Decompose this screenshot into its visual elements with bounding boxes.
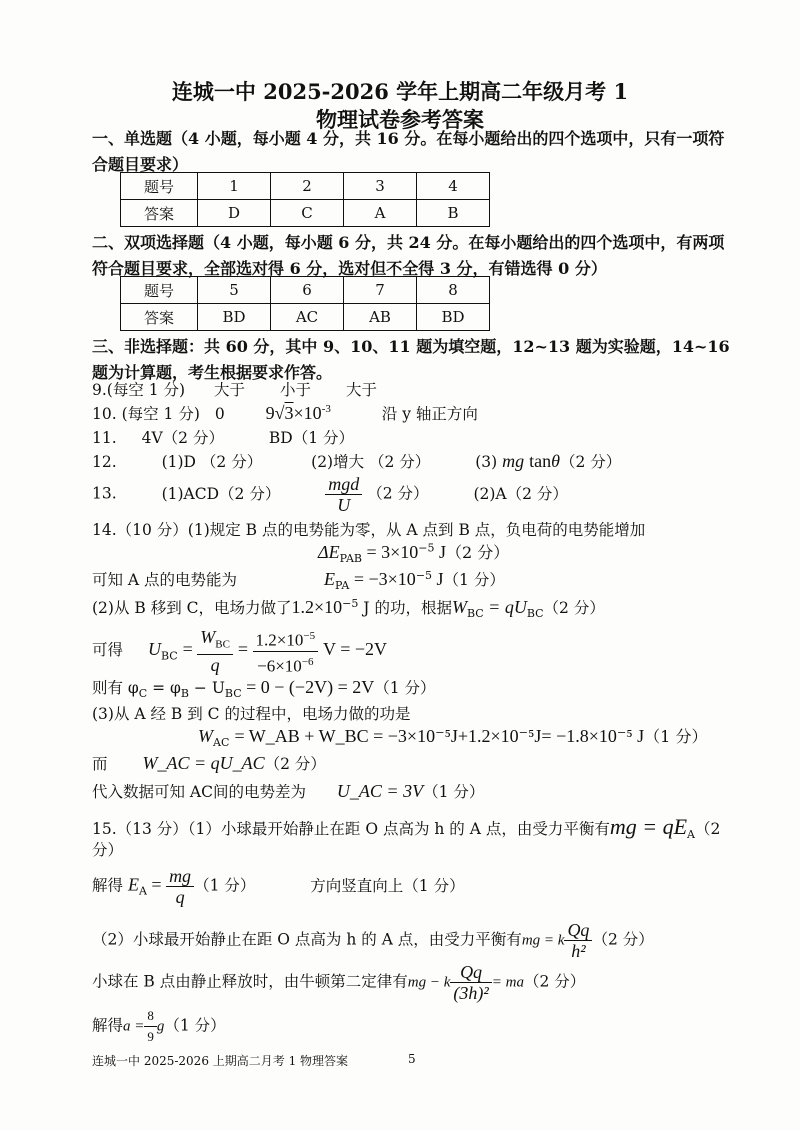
q9-answer-1: 大于 (214, 381, 246, 399)
table-cell: 1 (198, 173, 271, 200)
table-row-label: 题号 (121, 277, 198, 304)
table-row-label: 题号 (121, 173, 198, 200)
footer-text: 连城一中 2025-2026 上期高二月考 1 物理答案 (92, 1054, 349, 1068)
table-cell: A (344, 200, 417, 227)
q14-line7: $W_{AC}$ = W_AB + W_BC = −3×10⁻⁵J+1.2×10⁻⁵J= −1.8×10⁻⁵ J（1 分） (198, 726, 708, 750)
q10-label: 10. (每空 1 分) (92, 405, 200, 423)
q15-line5: 解得a = $\frac{8}{9}$ g（1 分） (92, 1008, 226, 1044)
q10-row (92, 402, 478, 424)
q9-label: 9.(每空 1 分) (92, 381, 186, 399)
table-row-label: 答案 (121, 200, 198, 227)
section2-heading: 二、双项选择题（4 小题，每小题 6 分，共 24 分。在每小题给出的四个选项中，有两项符合题目要求，全部选对得 6 分，选对但不全得 3 分，有错选得 0 分） (92, 233, 725, 278)
q14-line4: 可得 $U_{BC}$ = $\frac{W_{BC}}{q}$ = $\frac{1.2\times 10^{-5}}{-6\times 10^{-6}}$ V = −2V (92, 626, 388, 676)
q14-line3: (2)从 B 移到 C，电场力做了$1.2\times 10^{-5}$ J 的功，根据$W_{BC} = qU_{BC}(2$ 分） (92, 596, 605, 621)
table-cell: AC (271, 304, 344, 331)
q15-line1: 15.（13 分）（1）小球最开始静止在距 O 点高为 h 的 A 点，由受力平衡有mg = $qE_A(2$ (92, 814, 721, 842)
q13-answer-1: (1)ACD（2 分） (161, 484, 281, 503)
q14-eq1: $\Delta E_{PAB} = 3\times 10^{-5}$ J（2 分） (318, 541, 510, 566)
table-cell: 2 (271, 173, 344, 200)
q13-row (92, 474, 568, 515)
q12-answer-2: (2)增大 （2 分） (311, 453, 431, 471)
table-row-label: 答案 (121, 304, 198, 331)
q14-line8: 而 W_AC = qU_AC（2 分） (92, 753, 326, 773)
q14-line2: 可知 A 点的电势能为 $E_{PA} = -3\times 10^{-5}$ J（1 分） (92, 568, 505, 593)
q10-answer-1: 0 (214, 405, 225, 423)
answer-table-1 (120, 172, 490, 227)
table-cell: B (417, 200, 490, 227)
table-cell: 4 (417, 173, 490, 200)
answer-table-2 (120, 276, 490, 331)
q14-line1: 14.（10 分）(1)规定 B 点的电势能为零，从 A 点到 B 点，负电荷的电势能增加 (92, 521, 646, 539)
q10-answer-3: 沿 y 轴正方向 (381, 405, 478, 423)
table-cell: 5 (198, 277, 271, 304)
q15-line2: 解得 $E_A$ = $\frac{mg}{q}$ （1 分） 方向竖直向上（1 分） (92, 866, 465, 907)
q15-line1-cont: 分） (92, 841, 124, 859)
table-cell: 3 (344, 173, 417, 200)
q11-answer-1: 4V（2 分） (141, 429, 224, 447)
q12-answer-3: (3) mg tanθ（2 分） (475, 451, 622, 471)
table-cell: AB (344, 304, 417, 331)
q14-line9: 代入数据可知 AC间的电势差为 U_AC = 3V（1 分） (92, 781, 485, 801)
table-cell: D (198, 200, 271, 227)
page-number: 5 (408, 1052, 416, 1066)
q12-answer-1: (1)D （2 分） (161, 453, 263, 471)
q11-label: 11. (92, 429, 117, 447)
q13-fraction: $\frac{\text{mgd}}{U}$ (325, 474, 362, 515)
q13-score-2: （2 分） (367, 484, 429, 503)
q10-answer-2: $9√3\times 10^{-3}$ (265, 403, 331, 423)
q11-answer-2: BD（1 分） (268, 429, 354, 447)
q14-line5: 则有 $\varphi_C = \varphi_B - U_{BC} = 0 - (-2V) = 2V(1$ 分） (92, 677, 436, 701)
q13-label: 13. (92, 484, 117, 503)
q14-line6: (3)从 A 经 B 到 C 的过程中，电场力做的功是 (92, 705, 411, 723)
section3-heading: 三、非选择题：共 60 分，其中 9、10、11 题为填空题，12~13 题为实验题，14~16 题为计算题，考生根据要求作答。 (92, 337, 730, 382)
q15-line3: （2）小球最开始静止在距 O 点高为 h 的 A 点，由受力平衡有mg = k $\frac{Qq}{\text{h²}}$ （2 分） (92, 920, 654, 961)
q12-label: 12. (92, 453, 117, 471)
table-cell: C (271, 200, 344, 227)
page-subtitle: 物理试卷参考答案 (316, 107, 484, 132)
section1-heading: 一、单选题（4 小题，每小题 4 分，共 16 分。在每小题给出的四个选项中，只有一项符合题目要求） (92, 129, 725, 174)
table-cell: BD (198, 304, 271, 331)
table-cell: BD (417, 304, 490, 331)
q9-row (92, 378, 377, 400)
q9-answer-2: 小于 (280, 381, 312, 399)
q15-line4: 小球在 B 点由静止释放时，由牛顿第二定律有mg − k $\frac{Qq}{\text{(3h)²}}$ = ma（2 分） (92, 962, 586, 1003)
q9-answer-3: 大于 (345, 381, 377, 399)
q13-answer-3: (2)A（2 分） (473, 484, 568, 503)
q12-row (92, 450, 621, 472)
table-cell: 7 (344, 277, 417, 304)
table-cell: 6 (271, 277, 344, 304)
q11-row (92, 426, 354, 448)
page-title: 连城一中 2025-2026 学年上期高二年级月考 1 (171, 79, 629, 104)
table-cell: 8 (417, 277, 490, 304)
